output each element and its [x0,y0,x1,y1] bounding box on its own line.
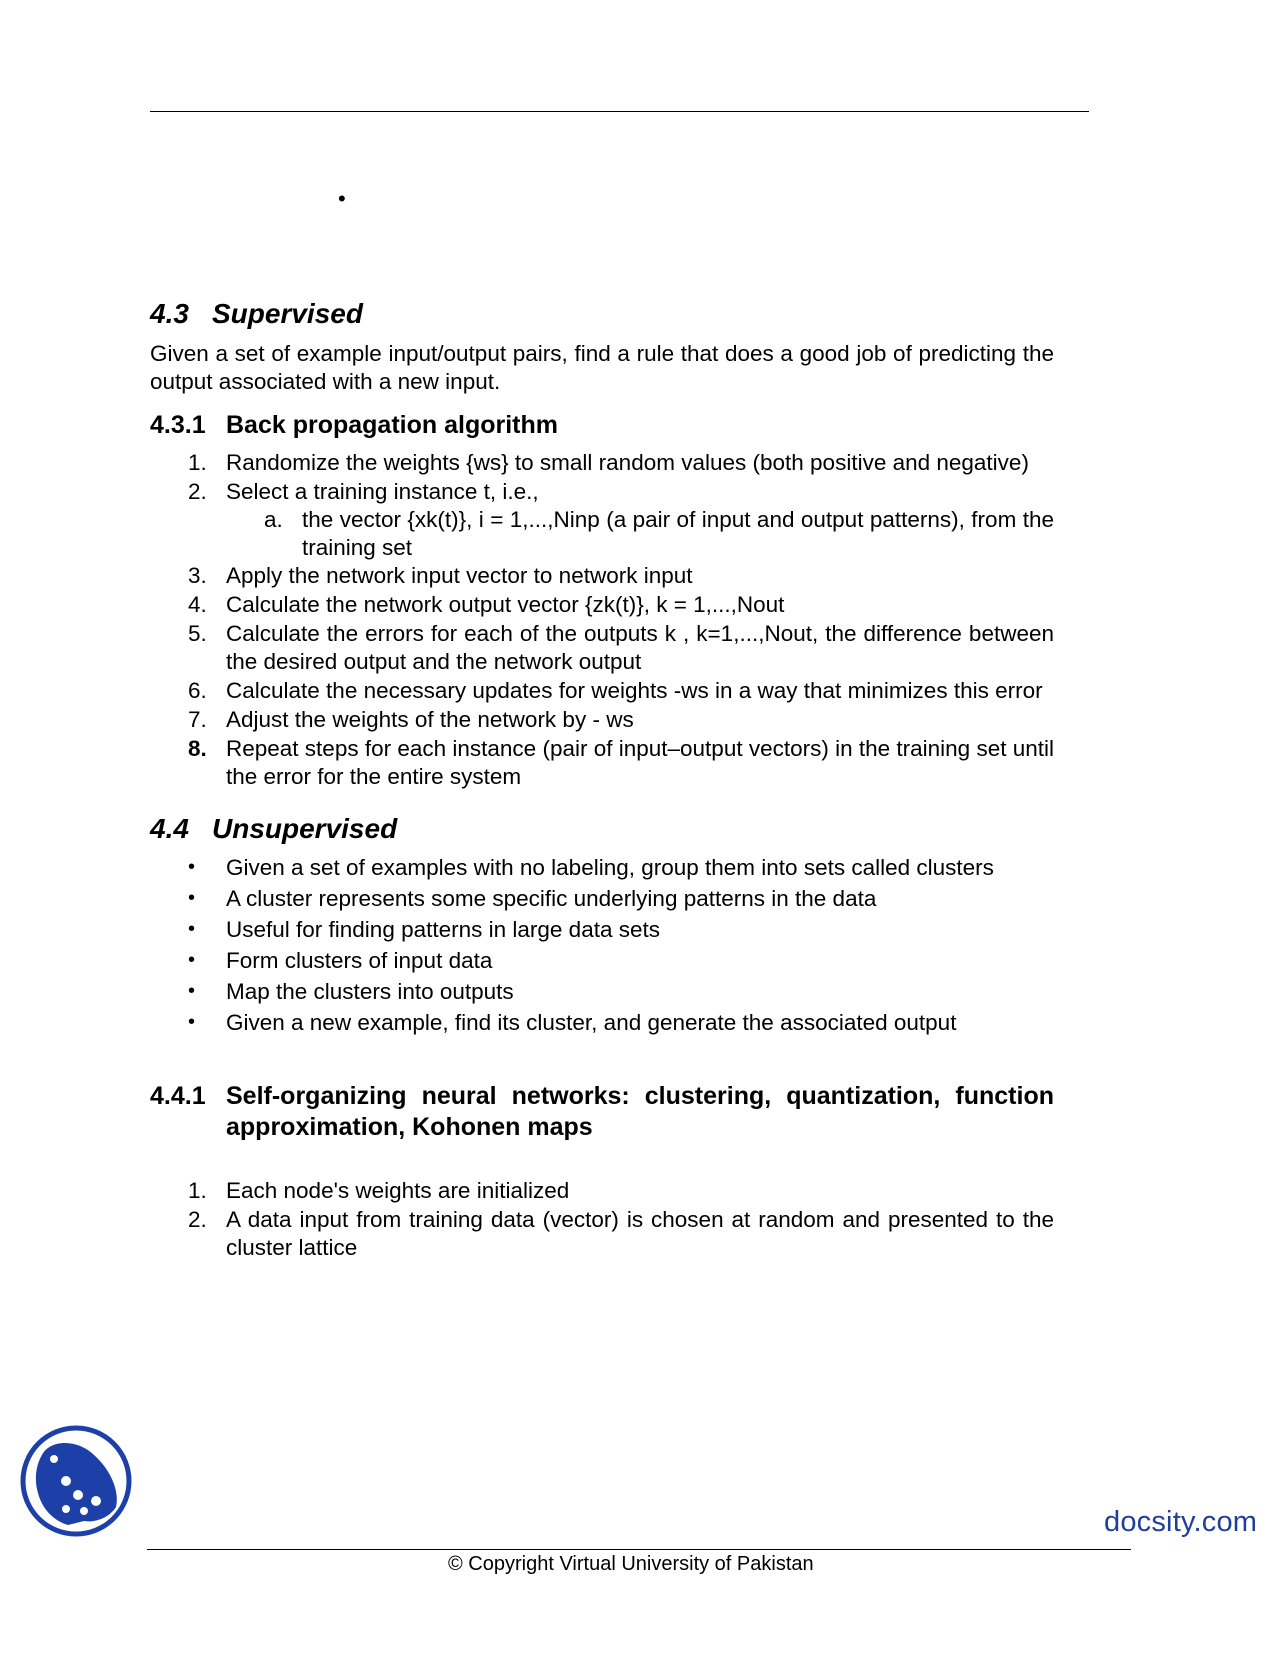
heading-4-3-1 [150,410,1054,441]
list-item: 1. Each node's weights are initialized [188,1178,570,1203]
heading-4-3 [150,296,1054,332]
list-item: 1. Randomize the weights {ws} to small random values (both positive and negative) [188,450,1029,475]
heading-number: 4.3.1 [150,411,206,439]
list-item: • Given a new example, find its cluster, and generate the associated output [188,1010,957,1035]
list-item: • Form clusters of input data [188,948,493,973]
heading-number: 4.4.1 [150,1082,206,1110]
docsity-logo-icon[interactable] [20,1425,132,1537]
document-body [150,296,1054,1263]
list-item: • Map the clusters into outputs [188,979,514,1004]
backprop-steps [150,449,1054,791]
heading-title: Supervised [212,298,363,329]
list-item: 3. Apply the network input vector to network input [188,563,693,588]
heading-number: 4.4 [150,813,189,844]
stray-bullet: • [338,186,346,211]
list-item: • Useful for finding patterns in large data sets [188,917,660,942]
header-rule [150,111,1089,112]
heading-4-4-1 [150,1081,1054,1143]
list-item: 4. Calculate the network output vector {zk(t)}, k = 1,...,Nout [188,592,785,617]
list-item: • Given a set of examples with no labeling, group them into sets called clusters [188,855,994,880]
heading-number: 4.3 [150,298,189,329]
footer-clip [0,1549,1280,1575]
unsupervised-bullets [150,853,1054,1037]
heading-title: Back propagation algorithm [226,411,558,439]
heading-title: Self-organizing neural networks: clustering, quantization, function approximation, Kohonen maps [226,1082,1054,1141]
som-steps [150,1177,1054,1262]
list-item: • A cluster represents some specific underlying patterns in the data [188,886,877,911]
heading-title: Unsupervised [212,813,398,844]
list-item: 2. A data input from training data (vector) is chosen at random and presented to the cluster lattice [188,1207,1054,1260]
heading-4-4 [150,811,1054,847]
list-item: 6. Calculate the necessary updates for weights -ws in a way that minimizes this error [188,678,1043,703]
list-item: 8. Repeat steps for each instance (pair of input–output vectors) in the training set until the error for the entire system [188,736,1054,789]
list-item: 5. Calculate the errors for each of the outputs k , k=1,...,Nout, the difference between the desired output and the network output [188,621,1054,674]
list-item: 2. Select a training instance t, i.e., [188,479,539,504]
supervised-intro: Given a set of example input/output pairs, find a rule that does a good job of predicting the output associated with a new input. [150,341,1054,394]
sub-list-item: a. the vector {xk(t)}, i = 1,...,Ninp (a pair of input and output patterns), from the training set [264,507,1054,560]
list-item: 7. Adjust the weights of the network by - ws [188,707,634,732]
docsity-brand-link[interactable]: docsity.com [1104,1506,1258,1538]
copyright-footer: © Copyright Virtual University of Pakistan [448,1553,814,1575]
